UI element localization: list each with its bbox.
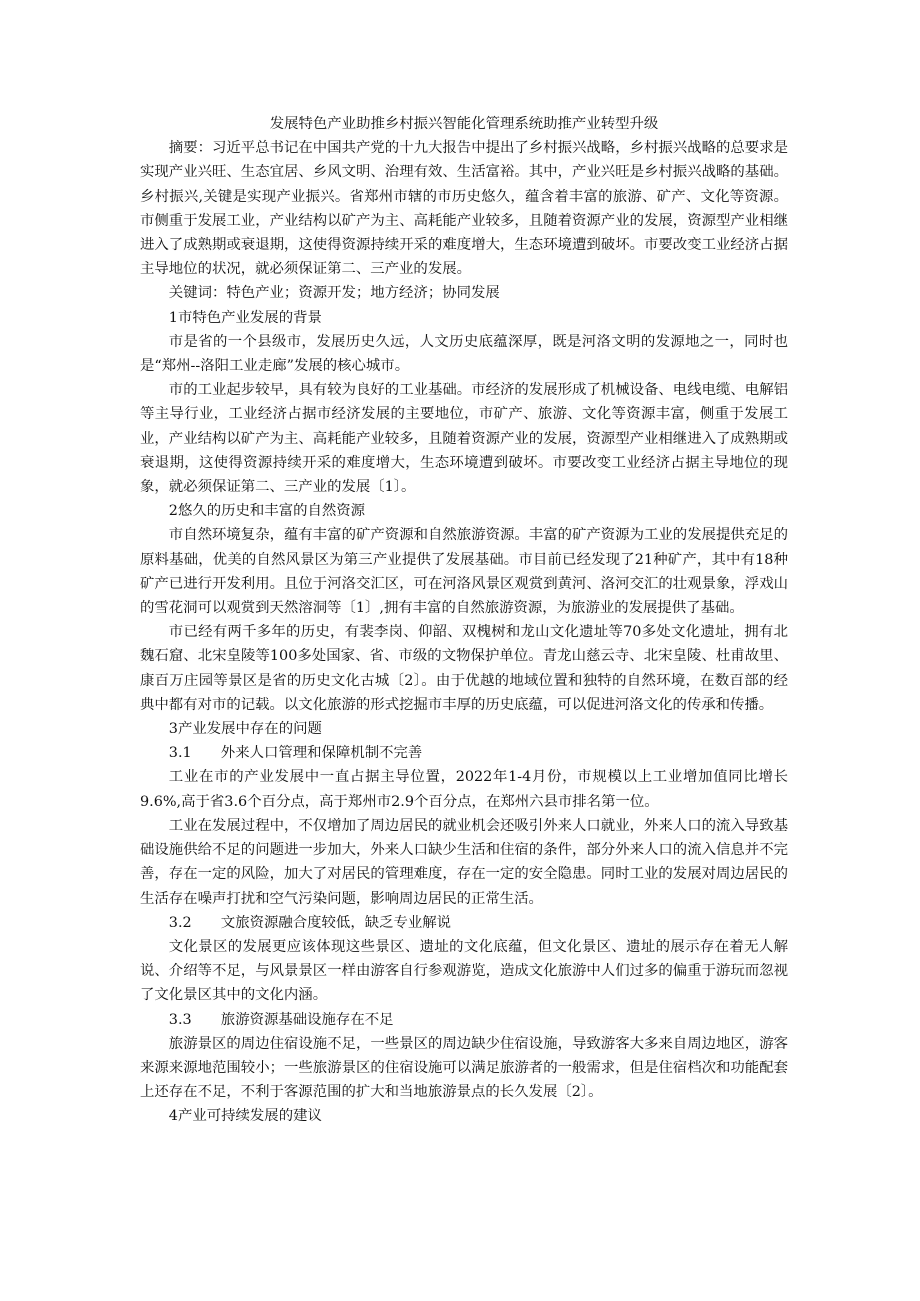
document-body xyxy=(140,112,788,1129)
abstract-paragraph: 摘要：习近平总书记在中国共产党的十九大报告中提出了乡村振兴战略，乡村振兴战略的总要求是实现产业兴旺、生态宜居、乡风文明、治理有效、生活富裕。其中，产业兴旺是乡村振兴战略的基础。乡村振兴,关键是实现产业振兴。省郑州市辖的市历史悠久，蕴含着丰富的旅游、矿产、文化等资源。市侧重于发展工业，产业结构以矿产为主、高耗能产业较多，且随着资源产业的发展，资源型产业相继进入了成熟期或衰退期，这使得资源持续开采的难度增大，生态环境遭到破坏。市要改变工业经济占据主导地位的状况，就必须保证第二、三产业的发展。 xyxy=(140,140,788,278)
subsection-3-3-heading xyxy=(140,1008,788,1032)
subsection-3-1-number: 3.1 xyxy=(168,745,192,762)
subsection-3-2-heading xyxy=(140,911,788,935)
section-2-heading: 2悠久的历史和丰富的自然资源 xyxy=(168,503,366,520)
document-title: 发展特色产业助推乡村振兴智能化管理系统助推产业转型升级 xyxy=(269,116,659,132)
subsection-3-2-number: 3.2 xyxy=(168,914,192,931)
section-1-heading: 1市特色产业发展的背景 xyxy=(168,309,322,326)
subsection-3-1-paragraph-2: 工业在发展过程中，不仅增加了周边居民的就业机会还吸引外来人口就业，外来人口的流入导致基础设施供给不足的问题进一步加大，外来人口缺少生活和住宿的条件，部分外来人口的流入信息并不完善，存在一定的风险，加大了对居民的管理难度，存在一定的安全隐患。同时工业的发展对周边居民的生活存在噪声打扰和空气污染问题，影响周边居民的正常生活。 xyxy=(140,817,788,907)
subsection-3-1-paragraph-1: 工业在市的产业发展中一直占据主导位置，2022年1-4月份，市规模以上工业增加值同比增长9.6%,高于省3.6个百分点，高于郑州市2.9个百分点，在郑州六县市排名第一位。 xyxy=(140,769,788,810)
subsection-3-3-title: 旅游资源基础设施存在不足 xyxy=(220,1011,394,1028)
subsection-3-3-paragraph-1: 旅游景区的周边住宿设施不足，一些景区的周边缺少住宿设施，导致游客大多来自周边地区，游客来源来源地范围较小；一些旅游景区的住宿设施可以满足旅游者的一般需求，但是住宿档次和功能配套上还存在不足，不利于客源范围的扩大和当地旅游景点的长久发展〔2〕。 xyxy=(140,1035,788,1101)
section-1-paragraph-2: 市的工业起步较早，具有较为良好的工业基础。市经济的发展形成了机械设备、电线电缆、电解铝等主导行业，工业经济占据市经济发展的主要地位，市矿产、旅游、文化等资源丰富，侧重于发展工业，产业结构以矿产为主、高耗能产业较多，且随着资源产业的发展，资源型产业相继进入了成熟期或衰退期，这使得资源持续开采的难度增大，生态环境遭到破坏。市要改变工业经济占据主导地位的现象，就必须保证第二、三产业的发展〔1〕。 xyxy=(140,382,788,496)
section-2-paragraph-2: 市已经有两千多年的历史，有裴李岗、仰韶、双槐树和龙山文化遗址等70多处文化遗址，拥有北魏石窟、北宋皇陵等100多处国家、省、市级的文物保护单位。青龙山慈云寺、北宋皇陵、杜甫故里、康百万庄园等景区是省的历史文化古城〔2〕。由于优越的地域位置和独特的自然环境，在数百部的经典中都有对市的记载。以文化旅游的形式挖掘市丰厚的历史底蕴，可以促进河洛文化的传承和传播。 xyxy=(140,624,788,713)
subsection-3-2-paragraph-1: 文化景区的发展更应该体现这些景区、遗址的文化底蕴，但文化景区、遗址的展示存在着无人解说、介绍等不足，与风景景区一样由游客自行参观游览，造成文化旅游中人们过多的偏重于游玩而忽视了文化景区其中的文化内涵。 xyxy=(140,938,788,1004)
keywords-line: 关键词：特色产业；资源开发；地方经济；协同发展 xyxy=(168,285,500,302)
section-3-heading: 3产业发展中存在的问题 xyxy=(168,721,322,738)
section-2-paragraph-1: 市自然环境复杂，蕴有丰富的矿产资源和自然旅游资源。丰富的矿产资源为工业的发展提供充足的原料基础，优美的自然风景区为第三产业提供了发展基础。市目前已经发现了21种矿产，其中有18种矿产已进行开发利用。且位于河洛交汇区，可在河洛风景区观赏到黄河、洛河交汇的壮观景象，浮戏山的雪花洞可以观赏到天然溶洞等〔1〕,拥有丰富的自然旅游资源，为旅游业的发展提供了基础。 xyxy=(140,527,788,617)
subsection-3-2-title: 文旅资源融合度较低，缺乏专业解说 xyxy=(220,914,452,931)
subsection-3-1-heading xyxy=(140,741,788,765)
section-4-heading: 4产业可持续发展的建议 xyxy=(168,1108,322,1125)
subsection-3-1-title: 外来人口管理和保障机制不完善 xyxy=(220,745,423,762)
section-1-paragraph-1: 市是省的一个县级市，发展历史久远，人文历史底蕴深厚，既是河洛文明的发源地之一，同时也是“郑州--洛阳工业走廊”发展的核心城市。 xyxy=(140,333,788,375)
subsection-3-3-number: 3.3 xyxy=(168,1011,192,1028)
